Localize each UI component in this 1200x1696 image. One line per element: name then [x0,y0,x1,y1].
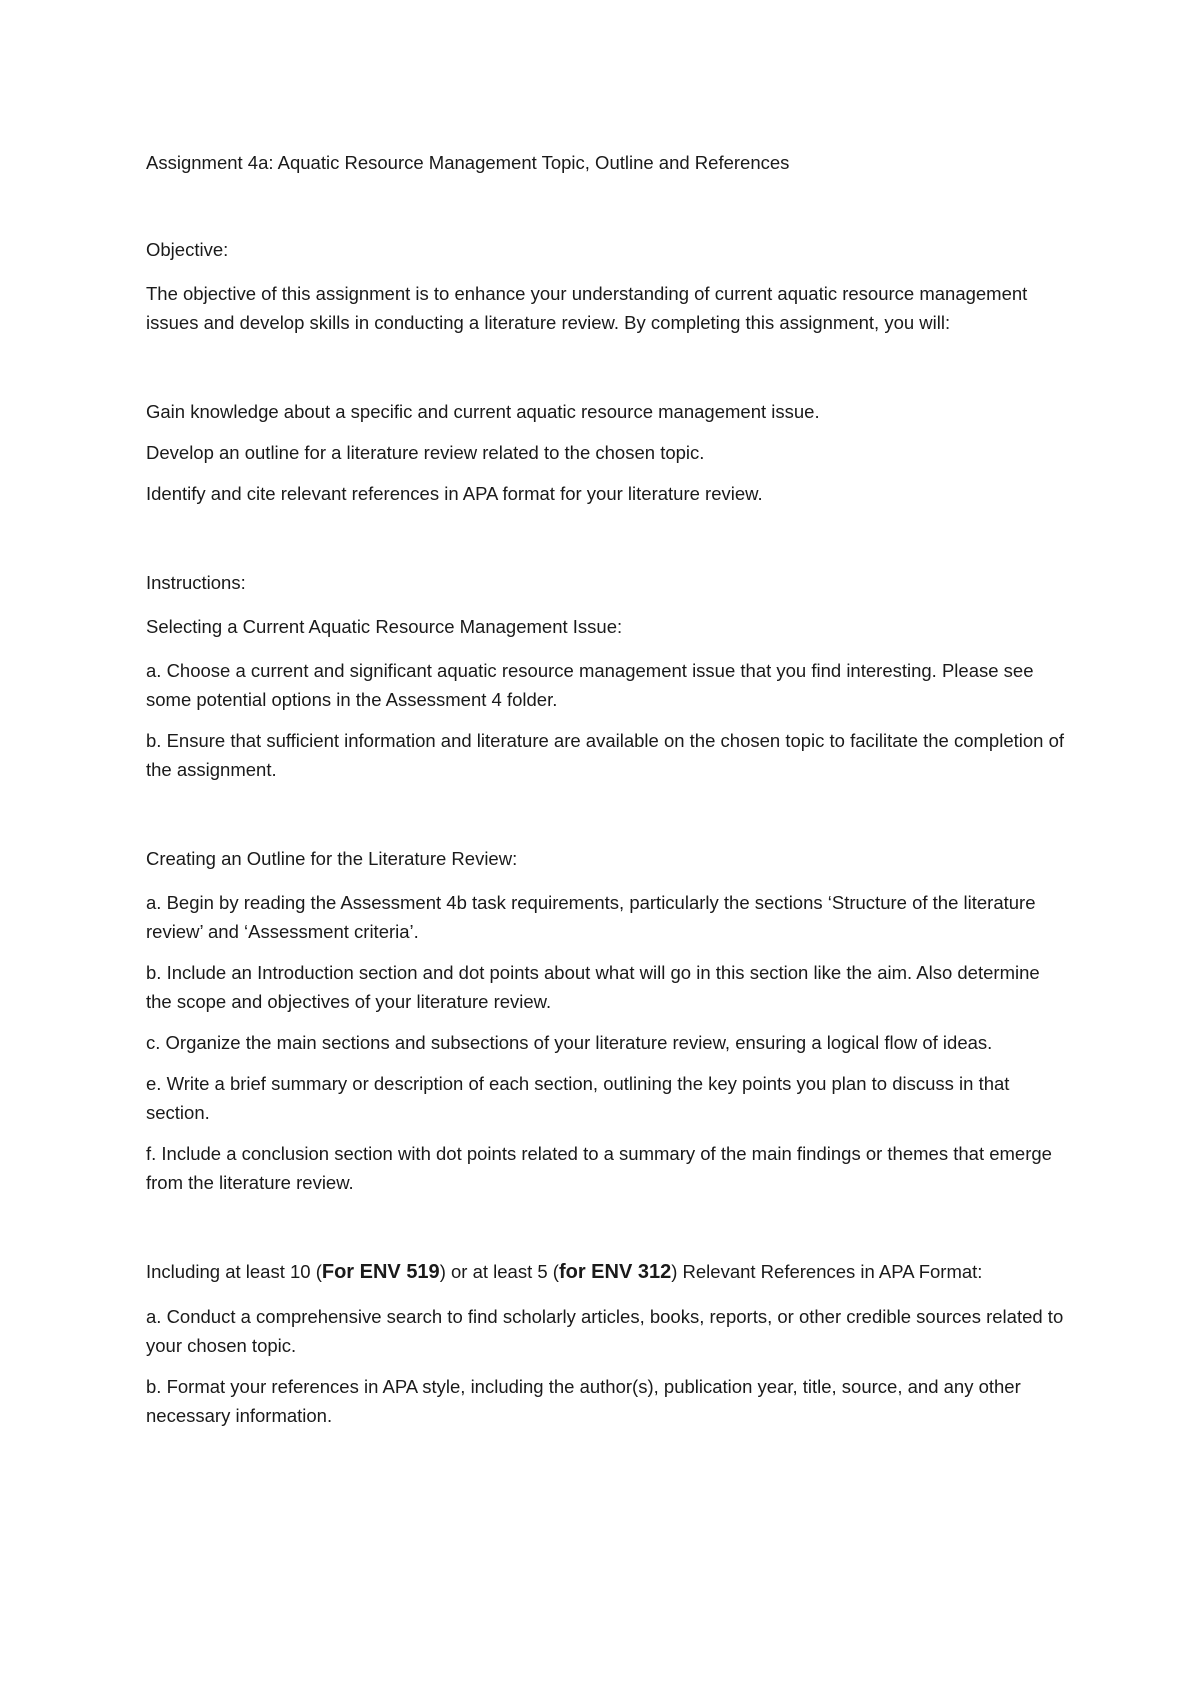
instruction-item: a. Choose a current and significant aquatic resource management issue that you find interesting. Please see some potential options in the Assessment 4 folder. [146,660,1034,710]
objective-paragraph: The objective of this assignment is to enhance your understanding of current aquatic resource management issues and develop skills in conducting a literature review. By completing this assignment, you will: [146,283,1028,333]
instruction-item: b. Ensure that sufficient information and literature are available on the chosen topic to facilitate the completion of the assignment. [146,730,1065,780]
section-heading-selecting-issue: Selecting a Current Aquatic Resource Management Issue: [146,616,623,637]
objective-heading: Objective: [146,239,229,260]
goal-item: Gain knowledge about a specific and current aquatic resource management issue. [146,401,820,422]
document-title: Assignment 4a: Aquatic Resource Management Topic, Outline and References [146,152,790,173]
instruction-item: b. Include an Introduction section and dot points about what will go in this section like the aim. Also determine the scope and objectives of your literature review. [146,962,1040,1012]
instructions-heading: Instructions: [146,572,246,593]
section-heading-references [146,1257,1066,1287]
instruction-item: c. Organize the main sections and subsections of your literature review, ensuring a logical flow of ideas. [146,1032,993,1053]
course-code-env312: for ENV 312 [558,1261,672,1283]
heading-text: ) Relevant References in APA Format: [671,1261,983,1282]
heading-text: ) or at least 5 ( [439,1261,559,1282]
document-body [146,148,1066,1430]
instruction-item: e. Write a brief summary or description of each section, outlining the key points you plan to discuss in that section. [146,1073,1010,1123]
instruction-item: a. Begin by reading the Assessment 4b task requirements, particularly the sections ‘Structure of the literature review’ and ‘Assessment criteria’. [146,892,1036,942]
course-code-env519: For ENV 519 [321,1261,440,1283]
heading-text: Including at least 10 ( [146,1261,322,1282]
goal-item: Identify and cite relevant references in APA format for your literature review. [146,483,763,504]
instruction-item: b. Format your references in APA style, including the author(s), publication year, title, source, and any other necessary information. [146,1376,1021,1426]
instruction-item: a. Conduct a comprehensive search to find scholarly articles, books, reports, or other credible sources related to your chosen topic. [146,1306,1064,1356]
goal-item: Develop an outline for a literature review related to the chosen topic. [146,442,705,463]
instruction-item: f. Include a conclusion section with dot points related to a summary of the main findings or themes that emerge from the literature review. [146,1143,1052,1193]
section-heading-outline: Creating an Outline for the Literature Review: [146,848,518,869]
